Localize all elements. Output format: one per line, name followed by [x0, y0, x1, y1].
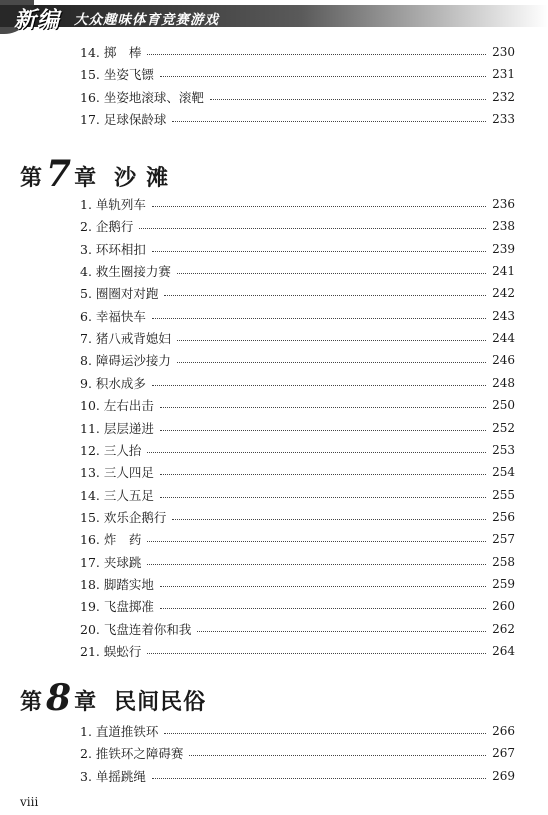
toc-entry	[80, 64, 515, 84]
toc-entry-label: 15. 欢乐企鹅行	[80, 509, 167, 525]
toc-entry	[80, 42, 515, 62]
toc-entry-page: 262	[492, 621, 515, 636]
toc-entry	[80, 328, 515, 348]
toc-entry-page: 232	[492, 89, 515, 104]
dot-leader	[147, 540, 486, 542]
toc-entry	[80, 619, 515, 639]
chapter-number: 8	[46, 677, 72, 719]
toc-entry-page: 266	[492, 724, 515, 738]
toc-entry	[80, 194, 515, 214]
toc-entry-page: 248	[492, 375, 515, 390]
toc-entry	[80, 440, 515, 460]
page-number: viii	[20, 795, 39, 809]
toc-entry-page: 236	[492, 197, 515, 211]
toc-entry-page: 269	[492, 768, 515, 783]
toc-entry-page: 257	[492, 532, 515, 547]
toc-entry-label: 1. 直道推铁环	[80, 724, 159, 739]
dot-leader	[164, 294, 486, 296]
toc-entry-page: 252	[492, 420, 515, 435]
toc-entry-page: 239	[492, 241, 515, 256]
dot-leader	[139, 227, 486, 229]
chapter-prefix: 第	[20, 165, 43, 191]
toc-entry	[80, 529, 515, 549]
toc-entry	[80, 239, 515, 259]
toc-entry	[80, 283, 515, 303]
dot-leader	[152, 317, 486, 319]
toc-entry	[80, 574, 515, 594]
header-brand: 新编	[14, 8, 61, 33]
dot-leader	[160, 496, 486, 498]
dot-leader	[172, 120, 486, 122]
toc-entry-page: 244	[492, 331, 515, 346]
chapter-title: 沙滩	[114, 165, 179, 191]
dot-leader	[189, 754, 486, 756]
toc-entry-page: 246	[492, 353, 515, 368]
toc-entry-label: 17. 夹球跳	[80, 554, 142, 570]
dot-leader	[152, 384, 486, 386]
dot-leader	[147, 451, 486, 453]
toc-entry	[80, 766, 515, 786]
toc-entry-page: 250	[492, 398, 515, 413]
toc-entry-label: 11. 层层递进	[80, 420, 154, 436]
dot-leader	[147, 563, 486, 565]
toc-entry-page: 256	[492, 509, 515, 524]
book-title: 大众趣味体育竞赛游戏	[74, 12, 219, 28]
toc-entry-page: 253	[492, 442, 515, 457]
toc-entry-label: 20. 飞盘连着你和我	[80, 621, 192, 637]
dot-leader	[164, 732, 486, 734]
toc-entry	[80, 373, 515, 393]
toc-entry	[80, 418, 515, 438]
toc-entry-label: 13. 三人四足	[80, 465, 154, 481]
toc-entry-page: 260	[492, 599, 515, 614]
toc-entry-label: 5. 圈圈对对跑	[80, 286, 159, 302]
toc-entry-page: 267	[492, 746, 515, 761]
dot-leader	[147, 53, 486, 55]
toc-entry-label: 4. 救生圈接力赛	[80, 264, 171, 280]
dot-leader	[160, 473, 486, 475]
toc-entry-page: 255	[492, 487, 515, 502]
toc-entry-page: 259	[492, 576, 515, 591]
dot-leader	[160, 75, 486, 77]
toc-entry-page: 238	[492, 219, 515, 234]
toc-entry	[80, 507, 515, 527]
dot-leader	[177, 339, 486, 341]
toc-entry-label: 6. 幸福快车	[80, 308, 146, 324]
toc-entry-page: 233	[492, 111, 515, 126]
toc-entry	[80, 216, 515, 236]
dot-leader	[160, 406, 486, 408]
toc-entry-label: 3. 单摇跳绳	[80, 768, 146, 784]
toc-entry-label: 21. 蜈蚣行	[80, 644, 142, 659]
toc-entry-label: 12. 三人抬	[80, 442, 142, 458]
toc-entry	[80, 87, 515, 107]
toc-entry-page: 230	[492, 45, 515, 59]
toc-entry	[80, 462, 515, 482]
toc-entry-label: 18. 脚踏实地	[80, 576, 154, 592]
toc-entry	[80, 261, 515, 281]
toc-entry	[80, 306, 515, 326]
toc-entry-label: 14. 三人五足	[80, 487, 154, 503]
dot-leader	[152, 250, 486, 252]
toc-entry-label: 17. 足球保龄球	[80, 111, 167, 127]
toc-entry-page: 241	[492, 264, 515, 279]
toc-entry-page: 254	[492, 465, 515, 480]
toc-entry-page: 243	[492, 308, 515, 323]
toc-entry	[80, 743, 515, 763]
chapter-number: 7	[46, 153, 72, 195]
dot-leader	[172, 518, 486, 520]
toc-entry	[80, 485, 515, 505]
dot-leader	[177, 272, 486, 274]
page-header	[0, 0, 548, 34]
toc-entry	[80, 596, 515, 616]
toc-entry	[80, 395, 515, 415]
toc-entry	[80, 350, 515, 370]
chapter-7-heading	[20, 152, 179, 195]
dot-leader	[197, 630, 486, 632]
dot-leader	[210, 98, 486, 100]
toc-entry-label: 7. 猪八戒背媳妇	[80, 331, 171, 347]
toc-entry-page: 231	[492, 67, 515, 82]
toc-entry-label: 2. 推铁环之障碍赛	[80, 746, 184, 762]
dot-leader	[160, 607, 486, 609]
toc-entry-label: 1. 单轨列车	[80, 197, 146, 212]
toc-entry-label: 2. 企鹅行	[80, 219, 134, 235]
chapter-suffix: 章	[74, 689, 97, 715]
toc-entry-page: 242	[492, 286, 515, 301]
toc-entry	[80, 641, 515, 661]
toc-entry-page: 258	[492, 554, 515, 569]
dot-leader	[152, 205, 486, 207]
toc-entry	[80, 109, 515, 129]
dot-leader	[160, 585, 486, 587]
toc-entry-label: 15. 坐姿飞镖	[80, 67, 154, 83]
chapter-suffix: 章	[74, 165, 97, 191]
toc-entry-label: 10. 左右出击	[80, 398, 154, 414]
toc-entry-label: 16. 炸 药	[80, 532, 142, 548]
toc-entry-label: 16. 坐姿地滚球、滚靶	[80, 89, 204, 105]
toc-entry-label: 19. 飞盘掷准	[80, 599, 154, 615]
toc-entry	[80, 552, 515, 572]
toc-entry-label: 3. 环环相扣	[80, 241, 146, 257]
toc-entry-label: 9. 积水成多	[80, 375, 146, 391]
dot-leader	[147, 652, 486, 654]
dot-leader	[177, 361, 486, 363]
dot-leader	[160, 429, 486, 431]
chapter-title: 民间民俗	[114, 689, 207, 715]
toc-entry-label: 14. 掷 棒	[80, 45, 142, 60]
toc-entry-page: 264	[492, 644, 515, 658]
toc-entry	[80, 721, 515, 741]
chapter-prefix: 第	[20, 689, 43, 715]
toc-entry-label: 8. 障碍运沙接力	[80, 353, 171, 369]
dot-leader	[152, 777, 486, 779]
chapter-8-heading	[20, 676, 207, 719]
